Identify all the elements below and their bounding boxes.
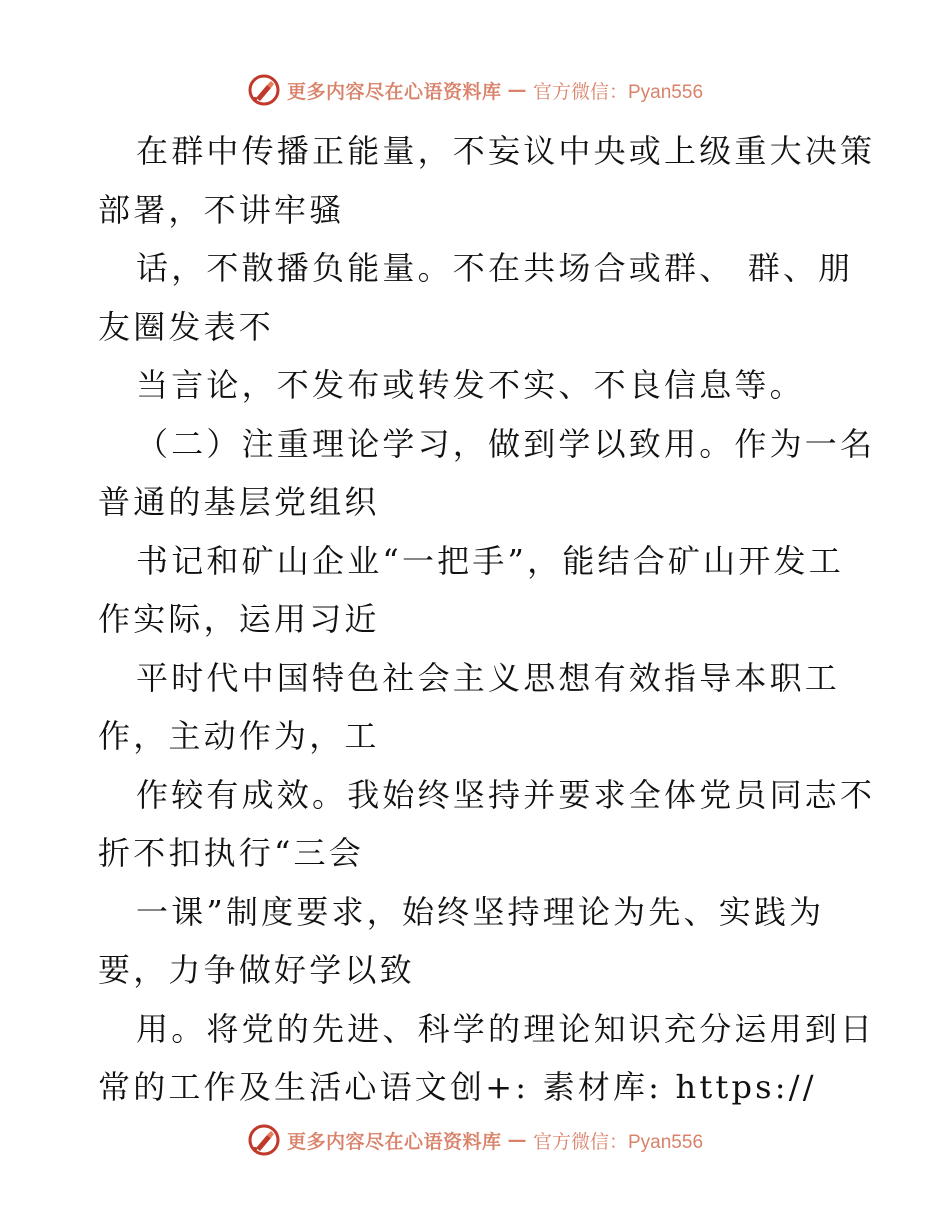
text-line-content: 平时代中国特色社会主义思想有效指导本职工	[136, 658, 841, 697]
text-line-content: 折不扣执行“三会	[98, 834, 364, 872]
text-line	[98, 1058, 858, 1117]
text-line-content: 要，力争做好学以致	[98, 951, 415, 989]
text-line-content: 当言论，不发布或转发不实、不良信息等。	[136, 366, 805, 404]
text-line-content: （二）注重理论学习，做到学以致用。作为一名	[136, 424, 876, 463]
pen-logo-icon	[247, 73, 281, 107]
text-line-content: 作实际，运用习近	[98, 600, 380, 638]
header-banner-text: 更多内容尽在心语资料库	[286, 80, 502, 103]
footer-banner-wechat: 官方微信：Pyan556	[533, 1131, 704, 1153]
text-line-content: 部署，不讲牢骚	[98, 190, 345, 229]
body-text	[98, 122, 876, 1117]
text-line	[98, 766, 876, 825]
text-line	[98, 473, 858, 532]
text-line-content: 友圈发表不	[98, 307, 275, 346]
text-line-content: 作较有成效。我始终坚持并要求全体党员同志不	[136, 775, 876, 814]
text-line	[98, 415, 876, 474]
text-line	[98, 356, 858, 415]
text-line-content: 书记和矿山企业“一把手”，能结合矿山开发工	[136, 541, 844, 580]
text-line	[98, 298, 858, 357]
text-line	[98, 649, 858, 708]
text-line	[98, 590, 858, 649]
text-line-content: 一课”制度要求，始终坚持理论为先、实践为	[136, 892, 825, 931]
text-line-content: 普通的基层党组织	[98, 483, 380, 521]
text-line	[98, 883, 858, 942]
header-banner[interactable]	[0, 70, 950, 110]
pen-logo-icon	[247, 1123, 281, 1157]
footer-banner-text: 更多内容尽在心语资料库	[286, 1130, 502, 1153]
footer-banner[interactable]	[0, 1120, 950, 1160]
text-line	[98, 181, 858, 240]
header-banner-wechat: 官方微信：Pyan556	[533, 81, 704, 103]
text-line-content: 作，主动作为，工	[98, 717, 380, 755]
text-line-content: 在群中传播正能量，不妄议中央或上级重大决策	[136, 132, 876, 170]
text-line	[98, 239, 858, 298]
text-line	[98, 1000, 876, 1059]
text-line-content: 话，不散播负能量。不在共场合或群、 群、朋	[136, 249, 854, 287]
text-line	[98, 941, 858, 1000]
text-line-content: 用。将党的先进、科学的理论知识充分运用到日	[136, 1009, 876, 1048]
text-line	[98, 824, 858, 883]
text-line	[98, 707, 858, 766]
text-line	[98, 122, 876, 181]
header-banner-dash: —	[507, 79, 527, 101]
footer-banner-dash: —	[507, 1129, 527, 1151]
text-line	[98, 532, 858, 591]
text-line-content: 常的工作及生活心语文创+: 素材库: https://	[98, 1068, 817, 1106]
